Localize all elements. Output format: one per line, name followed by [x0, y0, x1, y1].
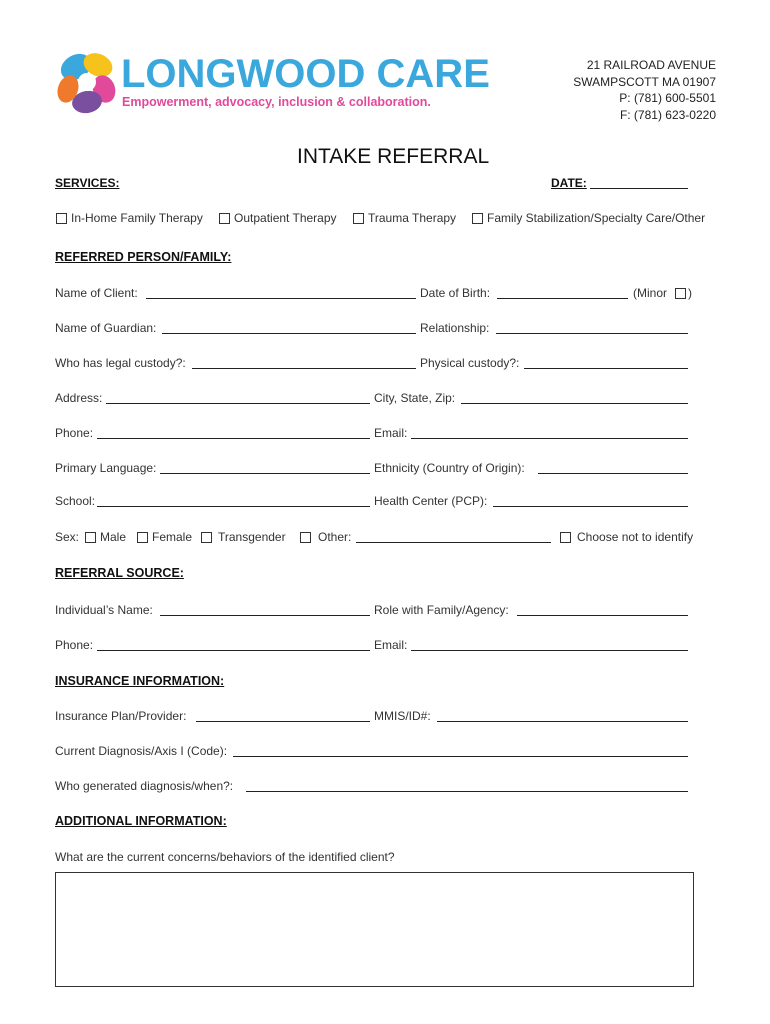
- concerns-textarea[interactable]: [55, 872, 694, 987]
- minor-close-paren: ): [688, 286, 692, 300]
- transgender-label: Transgender: [218, 530, 286, 544]
- diagnosis-field[interactable]: [233, 756, 688, 757]
- who-generated-field[interactable]: [246, 791, 688, 792]
- legal-custody-field[interactable]: [192, 368, 416, 369]
- insurance-plan-field[interactable]: [196, 721, 370, 722]
- ethnicity-label: Ethnicity (Country of Origin):: [374, 461, 525, 475]
- in-home-therapy-label: In-Home Family Therapy: [71, 211, 203, 225]
- trauma-therapy-checkbox[interactable]: [353, 213, 364, 224]
- name-of-guardian-label: Name of Guardian:: [55, 321, 157, 335]
- mmis-field[interactable]: [437, 721, 688, 722]
- address-phone: P: (781) 600-5501: [619, 91, 716, 105]
- trauma-therapy-label: Trauma Therapy: [368, 211, 457, 225]
- school-field[interactable]: [97, 506, 370, 507]
- minor-label: (Minor: [633, 286, 668, 300]
- family-stabilization-checkbox[interactable]: [472, 213, 483, 224]
- referral-phone-label: Phone:: [55, 638, 94, 652]
- diagnosis-label: Current Diagnosis/Axis I (Code):: [55, 744, 228, 758]
- family-stabilization-label: Family Stabilization/Specialty Care/Other: [487, 211, 706, 225]
- insurance-heading: INSURANCE INFORMATION:: [55, 674, 225, 688]
- concerns-question: What are the current concerns/behaviors of the identified client?: [55, 850, 395, 864]
- date-of-birth-label: Date of Birth:: [420, 286, 491, 300]
- date-label: DATE:: [551, 176, 587, 190]
- additional-info-heading: ADDITIONAL INFORMATION:: [55, 814, 227, 828]
- name-of-client-label: Name of Client:: [55, 286, 138, 300]
- address-street: 21 RAILROAD AVENUE: [586, 58, 716, 72]
- sex-label: Sex:: [55, 530, 80, 544]
- name-of-guardian-field[interactable]: [162, 333, 416, 334]
- role-label: Role with Family/Agency:: [374, 603, 509, 617]
- other-sex-label: Other:: [318, 530, 352, 544]
- who-generated-label: Who generated diagnosis/when?:: [55, 779, 234, 793]
- services-heading: SERVICES:: [55, 176, 120, 190]
- female-checkbox[interactable]: [137, 532, 148, 543]
- insurance-plan-label: Insurance Plan/Provider:: [55, 709, 187, 723]
- male-label: Male: [100, 530, 127, 544]
- individual-name-label: Individual’s Name:: [55, 603, 153, 617]
- choose-not-identify-checkbox[interactable]: [560, 532, 571, 543]
- logo-title: LONGWOOD CARE: [121, 52, 490, 96]
- transgender-checkbox[interactable]: [201, 532, 212, 543]
- individual-name-field[interactable]: [160, 615, 370, 616]
- male-checkbox[interactable]: [85, 532, 96, 543]
- phone-field[interactable]: [97, 438, 370, 439]
- role-field[interactable]: [517, 615, 688, 616]
- school-label: School:: [55, 494, 96, 508]
- address-label: Address:: [55, 391, 103, 405]
- referral-source-heading: REFERRAL SOURCE:: [55, 566, 184, 580]
- date-of-birth-field[interactable]: [497, 298, 628, 299]
- mmis-label: MMIS/ID#:: [374, 709, 431, 723]
- page-title: INTAKE REFERRAL: [297, 145, 490, 168]
- logo-tagline: Empowerment, advocacy, inclusion & collaboration.: [122, 95, 431, 109]
- outpatient-therapy-checkbox[interactable]: [219, 213, 230, 224]
- date-field[interactable]: [590, 188, 688, 189]
- referral-email-label: Email:: [374, 638, 408, 652]
- other-sex-checkbox[interactable]: [300, 532, 311, 543]
- referral-email-field[interactable]: [411, 650, 688, 651]
- email-label: Email:: [374, 426, 408, 440]
- phone-label: Phone:: [55, 426, 94, 440]
- address-field[interactable]: [106, 403, 370, 404]
- other-sex-field[interactable]: [356, 542, 551, 543]
- primary-language-field[interactable]: [160, 473, 370, 474]
- choose-not-identify-label: Choose not to identify: [577, 530, 694, 544]
- physical-custody-field[interactable]: [524, 368, 688, 369]
- relationship-label: Relationship:: [420, 321, 490, 335]
- health-center-field[interactable]: [493, 506, 688, 507]
- referral-phone-field[interactable]: [97, 650, 370, 651]
- in-home-therapy-checkbox[interactable]: [56, 213, 67, 224]
- email-field[interactable]: [411, 438, 688, 439]
- referred-person-heading: REFERRED PERSON/FAMILY:: [55, 250, 232, 264]
- ethnicity-field[interactable]: [538, 473, 688, 474]
- physical-custody-label: Physical custody?:: [420, 356, 520, 370]
- health-center-label: Health Center (PCP):: [374, 494, 488, 508]
- address-fax: F: (781) 623-0220: [619, 107, 716, 122]
- outpatient-therapy-label: Outpatient Therapy: [234, 211, 337, 225]
- relationship-field[interactable]: [496, 333, 688, 334]
- city-state-zip-label: City, State, Zip:: [374, 391, 456, 405]
- address-block: [496, 57, 716, 123]
- female-label: Female: [152, 530, 193, 544]
- minor-checkbox[interactable]: [675, 288, 686, 299]
- address-city: SWAMPSCOTT MA 01907: [573, 74, 716, 89]
- name-of-client-field[interactable]: [146, 298, 416, 299]
- primary-language-label: Primary Language:: [55, 461, 157, 475]
- logo-hands-icon: [54, 47, 120, 117]
- legal-custody-label: Who has legal custody?:: [55, 356, 186, 370]
- city-state-zip-field[interactable]: [461, 403, 688, 404]
